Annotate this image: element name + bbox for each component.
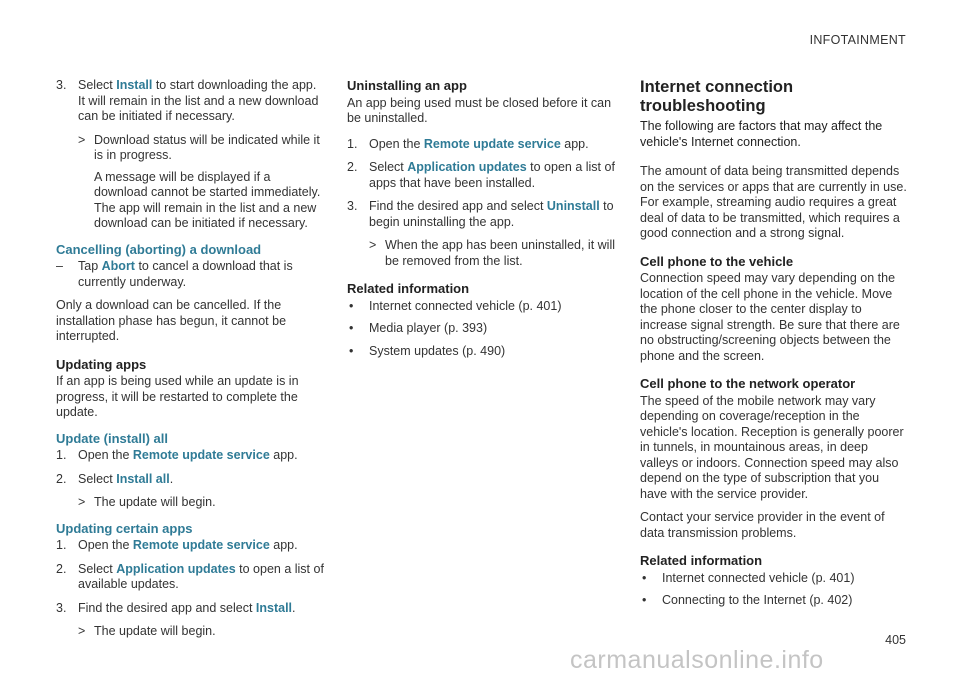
updating-apps-text: If an app is being used while an update is in progress, it will be restarted to complete the update. <box>56 374 299 419</box>
updating-apps-heading: Updating apps <box>56 356 147 372</box>
install-step-3: 3. Select Install to start downloading the app. It will remain in the list and a new download can be initiated if necessary. <box>56 78 319 123</box>
phone-vehicle-heading: Cell phone to the vehicle <box>640 253 794 269</box>
cancel-item: – Tap Abort to cancel a download that is currently underway. <box>56 259 293 289</box>
abort-keyword: Abort <box>101 259 135 273</box>
install-result: > Download status will be indicated while it is in progress. <box>78 132 320 162</box>
page-title: Internet connection troubleshooting <box>640 78 794 115</box>
page-number: 405 <box>885 633 906 647</box>
related-link[interactable]: • Media player (p. 393) <box>349 321 488 335</box>
cancel-heading: Cancelling (aborting) a download <box>56 241 262 257</box>
install-keyword: Install <box>116 78 153 92</box>
uninstall-result: > When the app has been uninstalled, it will be removed from the list. <box>369 238 616 268</box>
related-link[interactable]: • Internet connected vehicle (p. 401) <box>349 298 562 313</box>
update-all-result: > The update will begin. <box>78 495 216 509</box>
update-certain-step-3: 3. Find the desired app and select Install. <box>56 600 296 615</box>
uninstall-text: An app being used must be closed before it can be uninstalled. <box>347 95 612 125</box>
phone-operator-heading: Cell phone to the network operator <box>640 376 856 391</box>
watermark: carmanualsonline.info <box>570 646 824 674</box>
data-amount-text: The amount of data being transmitted depends on the services or apps that are currently in use. For example, streaming audio requires a great deal of data to be transmitted, which requires a good connection and a strong signal. <box>640 164 907 240</box>
contact-provider-text: Contact your service provider in the event of data transmission problems. <box>640 510 885 540</box>
uninstall-step-3: 3. Find the desired app and select Uninstall to begin uninstalling the app. <box>347 199 614 229</box>
column-middle <box>347 78 615 366</box>
column-right <box>640 78 908 616</box>
uninstall-step-2: 2. Select Application updates to open a list of apps that have been installed. <box>347 160 615 190</box>
lead-text: The following are factors that may affect the vehicle's Internet connection. <box>640 119 883 149</box>
update-certain-heading: Updating certain apps <box>56 520 193 536</box>
phone-vehicle-text: Connection speed may vary depending on the location of the cell phone in the vehicle. Move the phone closer to the center display to increase signal strength. Be sure that there are no obstructing/screening objects between the phone and the screen. <box>640 271 900 363</box>
install-result-note: A message will be displayed if a download cannot be started immediately. The app will remain in the list and a new download can be initiated if necessary. <box>94 169 321 230</box>
uninstall-step-1: 1. Open the Remote update service app. <box>347 136 589 151</box>
uninstall-heading: Uninstalling an app <box>347 78 467 93</box>
update-certain-step-1: 1. Open the Remote update service app. <box>56 538 298 552</box>
related-link[interactable]: • Internet connected vehicle (p. 401) <box>642 570 855 585</box>
update-certain-result: > The update will begin. <box>78 624 216 638</box>
section-header: INFOTAINMENT <box>809 33 906 47</box>
update-all-step-1: 1. Open the Remote update service app. <box>56 448 298 462</box>
related-info-heading: Related information <box>640 553 763 568</box>
column-left <box>56 78 324 646</box>
update-certain-step-2: 2. Select Application updates to open a list of available updates. <box>56 561 324 591</box>
cancel-note: Only a download can be cancelled. If the installation phase has begun, it cannot be interrupted. <box>56 298 287 343</box>
update-all-heading: Update (install) all <box>56 430 168 446</box>
related-link[interactable]: • Connecting to the Internet (p. 402) <box>642 593 853 607</box>
related-link[interactable]: • System updates (p. 490) <box>349 343 506 358</box>
phone-operator-text: The speed of the mobile network may vary depending on coverage/reception in the vehicle's location. Reception is generally poorer in tunnels, in mountainous areas, in deep valleys or indoors. Connection speed may also depend on the type of subscription that you have with the service provider. <box>640 393 904 501</box>
update-all-step-2: 2. Select Install all. <box>56 471 174 486</box>
related-info-heading: Related information <box>347 281 470 296</box>
